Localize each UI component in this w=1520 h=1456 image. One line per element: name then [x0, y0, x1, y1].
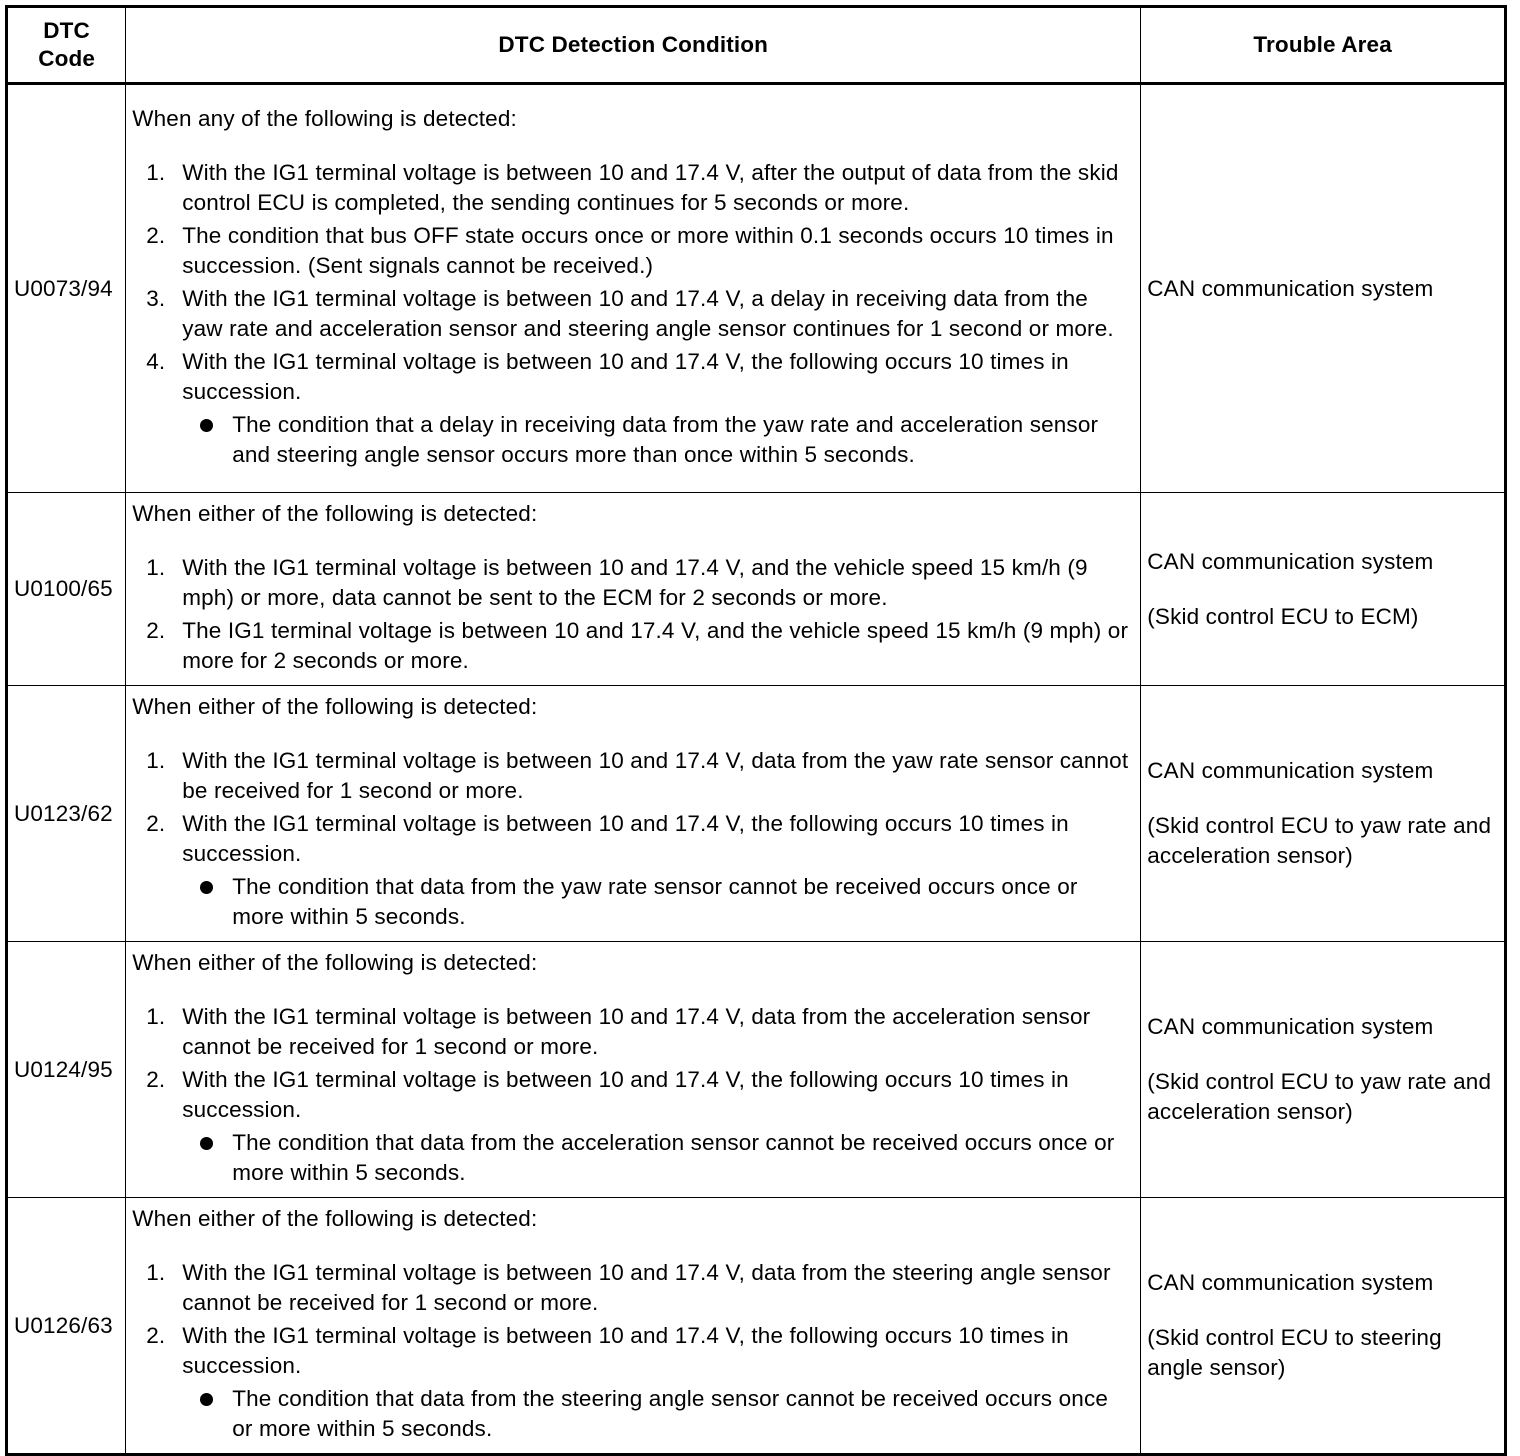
list-item: [132, 1258, 1134, 1318]
trouble-area-cell: [1141, 942, 1506, 1198]
condition-list: [132, 158, 1134, 470]
list-item-text: With the IG1 terminal voltage is between 10 and 17.4 V, the following occurs 10 times in succession.: [182, 1323, 1069, 1378]
detection-condition-cell: [126, 493, 1141, 686]
list-item-text: The IG1 terminal voltage is between 10 and 17.4 V, and the vehicle speed 15 km/h (9 mph) or more for 2 seconds or more.: [182, 618, 1129, 673]
table-row: [7, 84, 1506, 493]
list-item-text: With the IG1 terminal voltage is between 10 and 17.4 V, a delay in receiving data from the yaw rate and acceleration sensor and steering angle sensor continues for 1 second or more.: [182, 286, 1114, 341]
trouble-area-cell: [1141, 686, 1506, 942]
condition-intro: When either of the following is detected:: [132, 501, 538, 526]
list-item-number: 1.: [146, 555, 166, 580]
list-item-number: 1.: [146, 748, 166, 773]
dtc-code-cell: U0100/65: [7, 493, 126, 686]
condition-list: [132, 553, 1134, 676]
list-item-number: 2.: [146, 618, 166, 643]
list-item-text: With the IG1 terminal voltage is between 10 and 17.4 V, data from the yaw rate sensor cannot be received for 1 second or more.: [182, 748, 1129, 803]
list-item-number: 4.: [146, 349, 166, 374]
list-item: [132, 616, 1134, 676]
list-item: [132, 1002, 1134, 1062]
list-item: [132, 809, 1134, 932]
sub-bullet-text: The condition that data from the yaw rate sensor cannot be received occurs once or more within 5 seconds.: [232, 874, 1078, 929]
list-item-text: With the IG1 terminal voltage is between 10 and 17.4 V, the following occurs 10 times in succession.: [182, 811, 1069, 866]
bullet-dot-icon: [200, 1393, 213, 1406]
bullet-dot-icon: [200, 1137, 213, 1150]
list-item-text: The condition that bus OFF state occurs once or more within 0.1 seconds occurs 10 times in succession. (Sent signals cannot be received.): [182, 223, 1114, 278]
detection-condition-cell: [126, 686, 1141, 942]
trouble-area-text: CAN communication system: [1147, 758, 1434, 783]
condition-intro: When either of the following is detected:: [132, 950, 538, 975]
trouble-area-detail: (Skid control ECU to ECM): [1147, 603, 1419, 629]
table-header: [7, 7, 1506, 84]
bullet-dot-icon: [200, 881, 213, 894]
detection-condition-cell: [126, 84, 1141, 493]
dtc-code-cell: U0124/95: [7, 942, 126, 1198]
list-item-text: With the IG1 terminal voltage is between 10 and 17.4 V, data from the steering angle sensor cannot be received for 1 second or more.: [182, 1260, 1111, 1315]
list-item-number: 1.: [146, 1260, 166, 1285]
dtc-code-cell: U0123/62: [7, 686, 126, 942]
condition-intro: When any of the following is detected:: [132, 106, 517, 131]
list-item-text: With the IG1 terminal voltage is between 10 and 17.4 V, after the output of data from the skid control ECU is completed, the sending continues for 5 seconds or more.: [182, 160, 1119, 215]
list-item-number: 2.: [146, 1323, 166, 1348]
condition-intro: When either of the following is detected:: [132, 694, 538, 719]
trouble-area-cell: [1141, 1198, 1506, 1455]
sub-bullet: [182, 1128, 1134, 1188]
sub-bullet-text: The condition that data from the acceleration sensor cannot be received occurs once or more within 5 seconds.: [232, 1130, 1115, 1185]
condition-list: [132, 1002, 1134, 1188]
trouble-area-detail: (Skid control ECU to yaw rate and acceleration sensor): [1147, 813, 1492, 868]
list-item: [132, 284, 1134, 344]
dtc-code-cell: U0126/63: [7, 1198, 126, 1455]
table-row: [7, 942, 1506, 1198]
detection-condition-cell: [126, 1198, 1141, 1455]
list-item: [132, 746, 1134, 806]
condition-list: [132, 1258, 1134, 1444]
header-detection-condition: DTC Detection Condition: [126, 7, 1141, 84]
header-dtc-code: DTC Code: [7, 7, 126, 84]
trouble-area-cell: [1141, 493, 1506, 686]
list-item: [132, 553, 1134, 613]
list-item: [132, 158, 1134, 218]
list-item-text: With the IG1 terminal voltage is between 10 and 17.4 V, and the vehicle speed 15 km/h (9 mph) or more, data cannot be sent to the ECM for 2 seconds or more.: [182, 555, 1088, 610]
bullet-dot-icon: [200, 419, 213, 432]
table-row: [7, 493, 1506, 686]
list-item-number: 1.: [146, 1004, 166, 1029]
list-item-text: With the IG1 terminal voltage is between 10 and 17.4 V, data from the acceleration sensor cannot be received for 1 second or more.: [182, 1004, 1091, 1059]
trouble-area-text: CAN communication system: [1147, 1270, 1434, 1295]
condition-intro: When either of the following is detected:: [132, 1206, 538, 1231]
list-item-number: 1.: [146, 160, 166, 185]
trouble-area-text: CAN communication system: [1147, 1014, 1434, 1039]
list-item: [132, 221, 1134, 281]
sub-bullet: [182, 1384, 1134, 1444]
dtc-table: [5, 5, 1507, 1456]
header-trouble-area: Trouble Area: [1141, 7, 1506, 84]
trouble-area-detail: (Skid control ECU to yaw rate and acceleration sensor): [1147, 1069, 1492, 1124]
table-row: [7, 1198, 1506, 1455]
list-item: [132, 347, 1134, 470]
list-item-number: 2.: [146, 1067, 166, 1092]
list-item-number: 3.: [146, 286, 166, 311]
header-row: [7, 7, 1506, 84]
detection-condition-cell: [126, 942, 1141, 1198]
sub-bullet-text: The condition that a delay in receiving data from the yaw rate and acceleration sensor and steering angle sensor occurs more than once within 5 seconds.: [232, 412, 1099, 467]
table-body: [7, 84, 1506, 1455]
list-item-text: With the IG1 terminal voltage is between 10 and 17.4 V, the following occurs 10 times in succession.: [182, 1067, 1069, 1122]
list-item: [132, 1321, 1134, 1444]
sub-bullet: [182, 410, 1134, 470]
trouble-area-detail: (Skid control ECU to steering angle sensor): [1147, 1325, 1442, 1380]
condition-list: [132, 746, 1134, 932]
trouble-area-cell: [1141, 84, 1506, 493]
trouble-area-text: CAN communication system: [1147, 275, 1434, 301]
trouble-area-text: CAN communication system: [1147, 548, 1434, 574]
dtc-code-cell: U0073/94: [7, 84, 126, 493]
list-item-number: 2.: [146, 811, 166, 836]
sub-bullet-text: The condition that data from the steering angle sensor cannot be received occurs once or more within 5 seconds.: [232, 1386, 1109, 1441]
list-item: [132, 1065, 1134, 1188]
sub-bullet: [182, 872, 1134, 932]
list-item-number: 2.: [146, 223, 166, 248]
list-item-text: With the IG1 terminal voltage is between 10 and 17.4 V, the following occurs 10 times in succession.: [182, 349, 1069, 404]
table-row: [7, 686, 1506, 942]
